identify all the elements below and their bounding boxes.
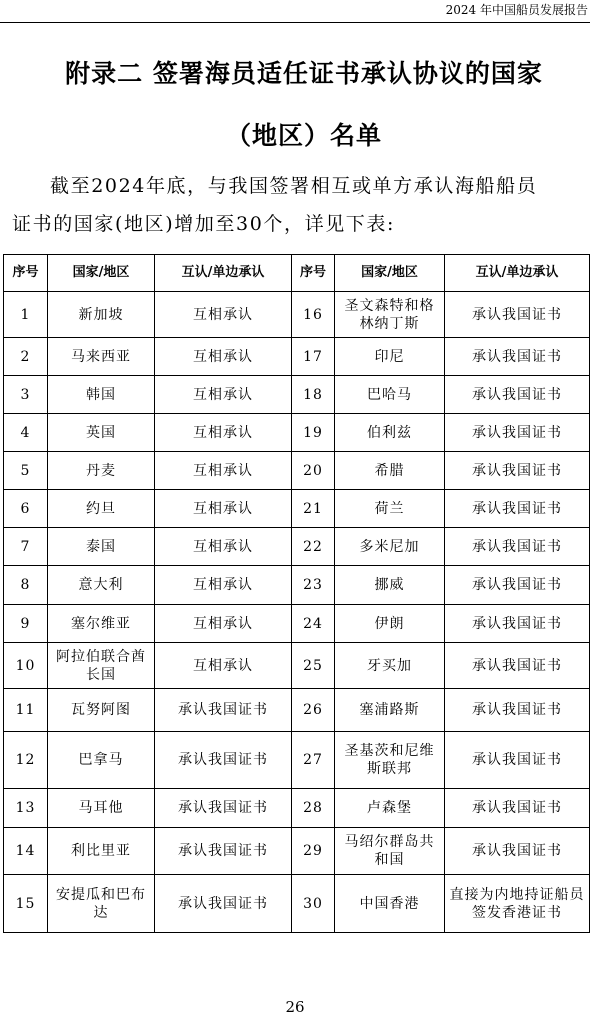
table-cell: 23 — [292, 566, 335, 605]
table-cell: 承认我国证书 — [445, 732, 590, 789]
table-row — [4, 376, 590, 414]
table-cell: 承认我国证书 — [445, 292, 590, 338]
header-cell: 序号 — [4, 255, 48, 292]
table-cell: 牙买加 — [335, 643, 445, 689]
table-cell: 10 — [4, 643, 48, 689]
table-row — [4, 732, 590, 789]
table-cell: 卢森堡 — [335, 789, 445, 828]
table-cell: 互相承认 — [155, 643, 292, 689]
table-cell: 承认我国证书 — [155, 828, 292, 875]
table-header-row — [4, 255, 590, 292]
table-cell: 承认我国证书 — [445, 338, 590, 376]
table-cell: 承认我国证书 — [445, 414, 590, 452]
table-cell: 互相承认 — [155, 292, 292, 338]
table-cell: 挪威 — [335, 566, 445, 605]
table-cell: 18 — [292, 376, 335, 414]
table-cell: 巴哈马 — [335, 376, 445, 414]
table-cell: 24 — [292, 605, 335, 643]
table-cell: 4 — [4, 414, 48, 452]
table-cell: 中国香港 — [335, 875, 445, 933]
table-cell: 伯利兹 — [335, 414, 445, 452]
table-row — [4, 338, 590, 376]
table-cell: 承认我国证书 — [155, 732, 292, 789]
header-cell: 序号 — [292, 255, 335, 292]
table-cell: 马绍尔群岛共和国 — [335, 828, 445, 875]
intro-paragraph-cont — [12, 205, 588, 243]
table-cell: 多米尼加 — [335, 528, 445, 566]
table-cell: 英国 — [48, 414, 155, 452]
table-cell: 承认我国证书 — [155, 875, 292, 933]
table-cell: 14 — [4, 828, 48, 875]
intro-paragraph — [12, 167, 588, 205]
table-cell: 瓦努阿图 — [48, 689, 155, 732]
header-cell: 国家/地区 — [48, 255, 155, 292]
running-header-text: 2024 年中国船员发展报告 — [445, 3, 588, 17]
table-row — [4, 643, 590, 689]
table-cell: 承认我国证书 — [445, 452, 590, 490]
table-cell: 6 — [4, 490, 48, 528]
table-cell: 承认我国证书 — [445, 528, 590, 566]
table-cell: 互相承认 — [155, 338, 292, 376]
table-cell: 30 — [292, 875, 335, 933]
table-cell: 承认我国证书 — [445, 828, 590, 875]
table-cell: 约旦 — [48, 490, 155, 528]
table-cell: 圣基茨和尼维斯联邦 — [335, 732, 445, 789]
table-cell: 互相承认 — [155, 605, 292, 643]
table-cell: 22 — [292, 528, 335, 566]
header-cell: 国家/地区 — [335, 255, 445, 292]
table-cell: 承认我国证书 — [445, 490, 590, 528]
table-cell: 承认我国证书 — [445, 605, 590, 643]
table-cell: 互相承认 — [155, 414, 292, 452]
table-cell: 27 — [292, 732, 335, 789]
table-cell: 7 — [4, 528, 48, 566]
table-cell: 21 — [292, 490, 335, 528]
table-cell: 韩国 — [48, 376, 155, 414]
table-cell: 塞尔维亚 — [48, 605, 155, 643]
table-cell: 25 — [292, 643, 335, 689]
table-cell: 希腊 — [335, 452, 445, 490]
table-cell: 巴拿马 — [48, 732, 155, 789]
table-cell: 互相承认 — [155, 528, 292, 566]
table-row — [4, 789, 590, 828]
table-cell: 泰国 — [48, 528, 155, 566]
table-row — [4, 875, 590, 933]
table-cell: 26 — [292, 689, 335, 732]
table-cell: 承认我国证书 — [155, 689, 292, 732]
table-cell: 承认我国证书 — [445, 566, 590, 605]
table-row — [4, 689, 590, 732]
table-cell: 12 — [4, 732, 48, 789]
table-row — [4, 528, 590, 566]
page-number: 26 — [285, 998, 305, 1016]
table-cell: 3 — [4, 376, 48, 414]
table-cell: 1 — [4, 292, 48, 338]
appendix-title-line2: （地区）名单 — [225, 121, 382, 150]
table-cell: 阿拉伯联合酋长国 — [48, 643, 155, 689]
table-cell: 塞浦路斯 — [335, 689, 445, 732]
table-cell: 8 — [4, 566, 48, 605]
table-cell: 15 — [4, 875, 48, 933]
table-cell: 承认我国证书 — [445, 789, 590, 828]
table-row — [4, 292, 590, 338]
table-cell: 互相承认 — [155, 490, 292, 528]
table-cell: 互相承认 — [155, 376, 292, 414]
table-cell: 荷兰 — [335, 490, 445, 528]
table-cell: 承认我国证书 — [445, 643, 590, 689]
table-row — [4, 566, 590, 605]
table-cell: 利比里亚 — [48, 828, 155, 875]
table-cell: 伊朗 — [335, 605, 445, 643]
table-cell: 17 — [292, 338, 335, 376]
table-cell: 承认我国证书 — [445, 376, 590, 414]
table-cell: 意大利 — [48, 566, 155, 605]
intro-line-1: 截至2024年底，与我国签署相互或单方承认海船船员 — [50, 175, 538, 197]
table-cell: 28 — [292, 789, 335, 828]
table-cell: 5 — [4, 452, 48, 490]
header-cell: 互认/单边承认 — [155, 255, 292, 292]
table-row — [4, 452, 590, 490]
table-cell: 9 — [4, 605, 48, 643]
header-cell: 互认/单边承认 — [445, 255, 590, 292]
table-cell: 丹麦 — [48, 452, 155, 490]
table-row — [4, 414, 590, 452]
table-cell: 29 — [292, 828, 335, 875]
table-cell: 互相承认 — [155, 566, 292, 605]
table-cell: 13 — [4, 789, 48, 828]
table-row — [4, 605, 590, 643]
table-cell: 安提瓜和巴布达 — [48, 875, 155, 933]
table-row — [4, 490, 590, 528]
table-cell: 马耳他 — [48, 789, 155, 828]
table-cell: 16 — [292, 292, 335, 338]
table-cell: 新加坡 — [48, 292, 155, 338]
table-cell: 20 — [292, 452, 335, 490]
table-row — [4, 828, 590, 875]
table-cell: 19 — [292, 414, 335, 452]
table-cell: 印尼 — [335, 338, 445, 376]
table-cell: 承认我国证书 — [445, 689, 590, 732]
table-cell: 承认我国证书 — [155, 789, 292, 828]
table-cell: 互相承认 — [155, 452, 292, 490]
intro-line-2: 证书的国家(地区)增加至30个，详见下表: — [12, 213, 396, 235]
running-header — [0, 0, 590, 23]
table-cell: 直接为内地持证船员签发香港证书 — [445, 875, 590, 933]
table-cell: 圣文森特和格林纳丁斯 — [335, 292, 445, 338]
table-cell: 马来西亚 — [48, 338, 155, 376]
appendix-title-line1: 附录二 签署海员适任证书承认协议的国家 — [65, 59, 543, 88]
table-cell: 11 — [4, 689, 48, 732]
table-cell: 2 — [4, 338, 48, 376]
countries-table — [3, 254, 590, 933]
